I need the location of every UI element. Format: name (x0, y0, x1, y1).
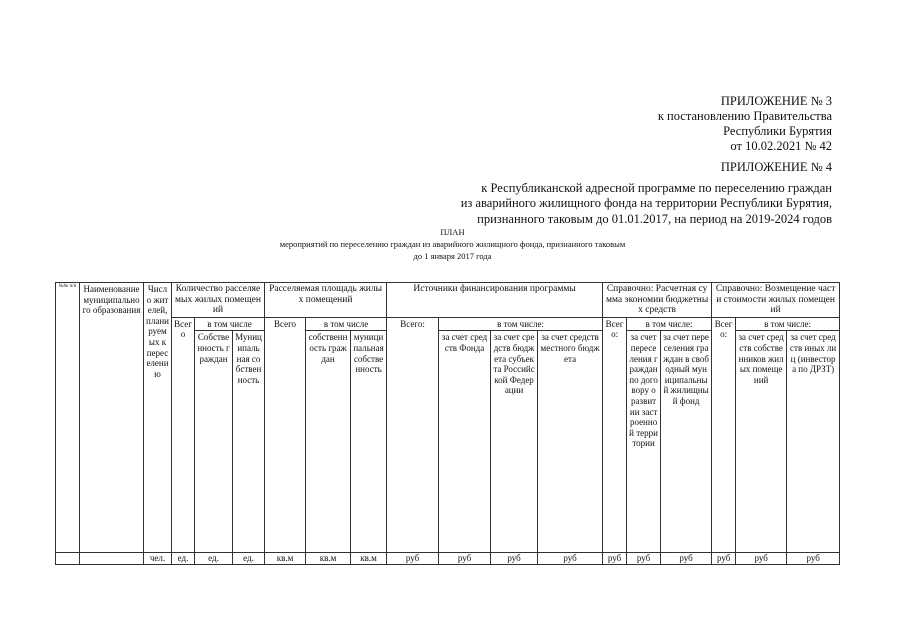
area-incl: в том числе (306, 317, 387, 331)
program-ref-1: к Республиканской адресной программе по переселению граждан (481, 181, 832, 195)
col-savings-header: Справочно: Расчетная сумма экономии бюджетных средств (603, 283, 712, 318)
decree-ref: к постановлению Правительства (657, 109, 832, 123)
unit-cell: ед. (233, 553, 265, 565)
unit-cell: руб (736, 553, 787, 565)
unit-cell: руб (387, 553, 439, 565)
fin-local: за счет средств местного бюджета (538, 331, 603, 553)
unit-cell: кв.м (351, 553, 387, 565)
fin-incl: в том числе: (439, 317, 603, 331)
unit-cell: руб (491, 553, 538, 565)
col-qty-header: Количество расселяемых жилых помещений (172, 283, 265, 318)
savings-dev: за счет переселения граждан по договору о развитии застроенной территории (627, 331, 661, 553)
plan-table (55, 282, 840, 565)
unit-cell: руб (627, 553, 661, 565)
unit-cell: руб (661, 553, 712, 565)
col-municipality-header: Наименование муниципального образования (80, 283, 144, 553)
program-ref-2: из аварийного жилищного фонда на территории Республики Бурятия, (460, 196, 832, 210)
savings-incl: в том числе: (627, 317, 712, 331)
units-row (56, 553, 840, 565)
unit-cell: кв.м (306, 553, 351, 565)
unit-cell: руб (712, 553, 736, 565)
comp-own: за счет средств собственников жилых помещений (736, 331, 787, 553)
plan-subtitle-1: мероприятий по переселению граждан из аварийного жилищного фонда, признанного таковым (279, 239, 626, 249)
col-num-header: №№ п/п (56, 283, 80, 553)
plan-subtitle-2: до 1 января 2017 года (413, 251, 492, 261)
fin-total: Всего: (387, 317, 439, 553)
program-ref-3: признанного таковым до 01.01.2017, на период на 2019-2024 годов (477, 212, 832, 226)
unit-cell: руб (538, 553, 603, 565)
col-funding-header: Источники финансирования программы (387, 283, 603, 318)
header-row-1 (56, 283, 840, 318)
unit-cell: кв.м (265, 553, 306, 565)
unit-cell: руб (603, 553, 627, 565)
unit-cell: ед. (172, 553, 195, 565)
fin-fund: за счет средств Фонда (439, 331, 491, 553)
qty-total: Всего (172, 317, 195, 553)
appendix-3-title: ПРИЛОЖЕНИЕ № 3 (720, 94, 832, 108)
decree-date: от 10.02.2021 № 42 (730, 139, 832, 153)
republic-name: Республики Бурятия (723, 124, 832, 138)
area-total: Всего (265, 317, 306, 553)
qty-incl: в том числе (195, 317, 265, 331)
header-row-2 (56, 317, 840, 331)
unit-cell (80, 553, 144, 565)
qty-mun: Муниципальная собственность (233, 331, 265, 553)
col-area-header: Расселяемая площадь жилых помещений (265, 283, 387, 318)
savings-total: Всего: (603, 317, 627, 553)
area-mun: муниципальная собственность (351, 331, 387, 553)
unit-cell (56, 553, 80, 565)
col-compensation-header: Справочно: Возмещение части стоимости жилых помещений (712, 283, 840, 318)
comp-other: за счет средств иных лиц (инвестора по ДРЗТ) (787, 331, 840, 553)
area-own: собственность граждан (306, 331, 351, 553)
savings-free: за счет переселения граждан в свободный муниципальный жилищный фонд (661, 331, 712, 553)
fin-subject: за счет средств бюджета субъекта Российской Федерации (491, 331, 538, 553)
appendix-4-title: ПРИЛОЖЕНИЕ № 4 (720, 160, 832, 174)
comp-total: Всего: (712, 317, 736, 553)
qty-own: Собственность граждан (195, 331, 233, 553)
plan-title: ПЛАН (440, 227, 465, 237)
unit-cell: руб (787, 553, 840, 565)
unit-cell: чел. (144, 553, 172, 565)
col-residents-header: Число жителей, планируемых к переселению (144, 283, 172, 553)
unit-cell: руб (439, 553, 491, 565)
unit-cell: ед. (195, 553, 233, 565)
comp-incl: в том числе: (736, 317, 840, 331)
